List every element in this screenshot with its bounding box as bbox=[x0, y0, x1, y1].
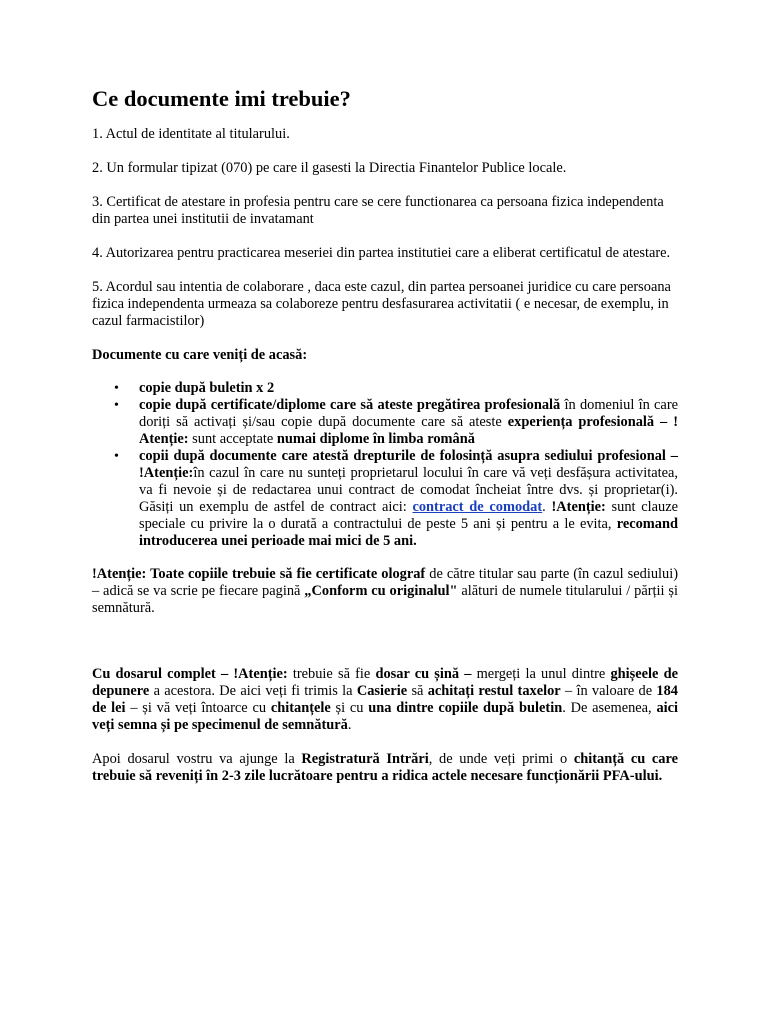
warning-bold-1: !Atenție: Toate copiile trebuie să fie certificate olograf bbox=[92, 566, 426, 582]
bullet2-bold-2: experiența profesională – ! Atenție: bbox=[139, 414, 678, 447]
final-paragraph bbox=[92, 751, 678, 785]
section-heading-documents: Documente cu care veniți de acasă: bbox=[92, 347, 308, 363]
bullet3-bold-1: copii după documente care atestă drepturile de folosință asupra sediului profesional – !Atenție: bbox=[139, 448, 678, 481]
list-item-sediu bbox=[92, 448, 678, 550]
certification-warning bbox=[92, 566, 678, 617]
dosar-paragraph bbox=[92, 666, 678, 734]
dosar-bold-6: 184 de lei bbox=[92, 683, 678, 716]
bullet2-text-2: sunt acceptate bbox=[188, 431, 277, 447]
numbered-item-4: 4. Autorizarea pentru practicarea meseriei din partea institutiei care a eliberat certificatul de atestare. bbox=[92, 245, 671, 261]
final-bold-1: Registratură Intrări bbox=[301, 751, 429, 767]
dosar-text-2: mergeți la unul dintre bbox=[471, 666, 611, 682]
numbered-item-2: 2. Un formular tipizat (070) pe care il gasesti la Directia Finantelor Publice locale. bbox=[92, 160, 567, 176]
bullet2-bold-3: numai diplome în limba română bbox=[276, 431, 475, 447]
document-page bbox=[92, 86, 678, 802]
dosar-bold-2: dosar cu șină – bbox=[375, 666, 472, 682]
warning-text-1: de către titular sau parte (în cazul sediului) – adică se va scrie pe fiecare pagină bbox=[92, 566, 679, 599]
bullet3-bold-3: recomand introducerea unei perioade mai mici de 5 ani. bbox=[139, 516, 678, 549]
bullet3-text-2: . bbox=[542, 499, 552, 515]
dosar-text-5: – în valoare de bbox=[560, 683, 657, 699]
dosar-text-1: trebuie să fie bbox=[287, 666, 376, 682]
page-title: Ce documente imi trebuie? bbox=[92, 86, 351, 111]
contract-de-comodat-link[interactable]: contract de comodat bbox=[412, 499, 543, 515]
warning-text-2: alături de numele titularului / părții și semnătură. bbox=[92, 583, 678, 616]
dosar-bold-5: achitați restul taxelor bbox=[427, 683, 561, 699]
dosar-text-6: – și vă veți întoarce cu bbox=[125, 700, 271, 716]
dosar-text-7: și cu bbox=[330, 700, 369, 716]
numbered-item-3: 3. Certificat de atestare in profesia pentru care se cere functionarea ca persoana fizica independenta din partea unei institutii de invatamant bbox=[92, 194, 664, 227]
warning-bold-2: „Conform cu originalul" bbox=[304, 583, 458, 599]
dosar-bold-9: aici veți semna și pe specimenul de semnătură bbox=[92, 700, 679, 733]
numbered-item-5: 5. Acordul sau intentia de colaborare , daca este cazul, din partea persoanei juridice cu care persoana fizica independenta urmeaza sa colaboreze pentru desfasurarea activitatii ( e necesar, de exemplu, in cazul farmacistilor) bbox=[92, 279, 671, 329]
bullet3-bold-2: !Atenție: bbox=[551, 499, 606, 515]
dosar-text-4: să bbox=[407, 683, 428, 699]
spacer bbox=[92, 634, 678, 666]
bullet-icon: • bbox=[114, 398, 119, 413]
bullet-icon: • bbox=[114, 449, 119, 464]
dosar-bold-4: Casierie bbox=[356, 683, 408, 699]
final-bold-2: chitanță cu care trebuie să reveniți în 2-3 zile lucrătoare pentru a ridica actele necesare funcționării PFA-ului. bbox=[92, 751, 678, 784]
final-text-2: , de unde veți primi o bbox=[428, 751, 574, 767]
dosar-bold-7: chitanțele bbox=[270, 700, 331, 716]
dosar-bold-8: una dintre copiile după buletin bbox=[368, 700, 563, 716]
dosar-text-9: . bbox=[347, 717, 352, 733]
list-item-buletin bbox=[92, 380, 678, 397]
dosar-text-3: a acestora. De aici veți fi trimis la bbox=[149, 683, 357, 699]
bullet-icon: • bbox=[114, 381, 119, 396]
numbered-item-1: 1. Actul de identitate al titularului. bbox=[92, 126, 290, 142]
list-item-certificate bbox=[92, 397, 678, 448]
final-text-1: Apoi dosarul vostru va ajunge la bbox=[92, 751, 302, 767]
bullet3-text-1: în cazul în care nu sunteți proprietarul locului în care vă veți desfășura activitatea, va fi nevoie și de redactarea unui contract de comodat încheiat între dvs. și proprietar(i). Găsiți un exemplu de astfel de contract aici: bbox=[139, 465, 678, 515]
bullet2-text-1: în domeniul în care doriți să activați și/sau copie după documente care să ateste bbox=[139, 397, 678, 430]
bullet1-bold: copie după buletin x 2 bbox=[139, 380, 275, 396]
dosar-bold-1: Cu dosarul complet – !Atenție: bbox=[92, 666, 288, 682]
dosar-text-8: . De asemenea, bbox=[562, 700, 657, 716]
dosar-bold-3: ghișeele de depunere bbox=[92, 666, 678, 699]
documents-list bbox=[92, 380, 678, 550]
bullet2-bold-1: copie după certificate/diplome care să ateste pregătirea profesională bbox=[139, 397, 561, 413]
bullet3-text-3: sunt clauze speciale cu privire la o durată a contractului de peste 5 ani și pentru a le evita, bbox=[139, 499, 678, 532]
